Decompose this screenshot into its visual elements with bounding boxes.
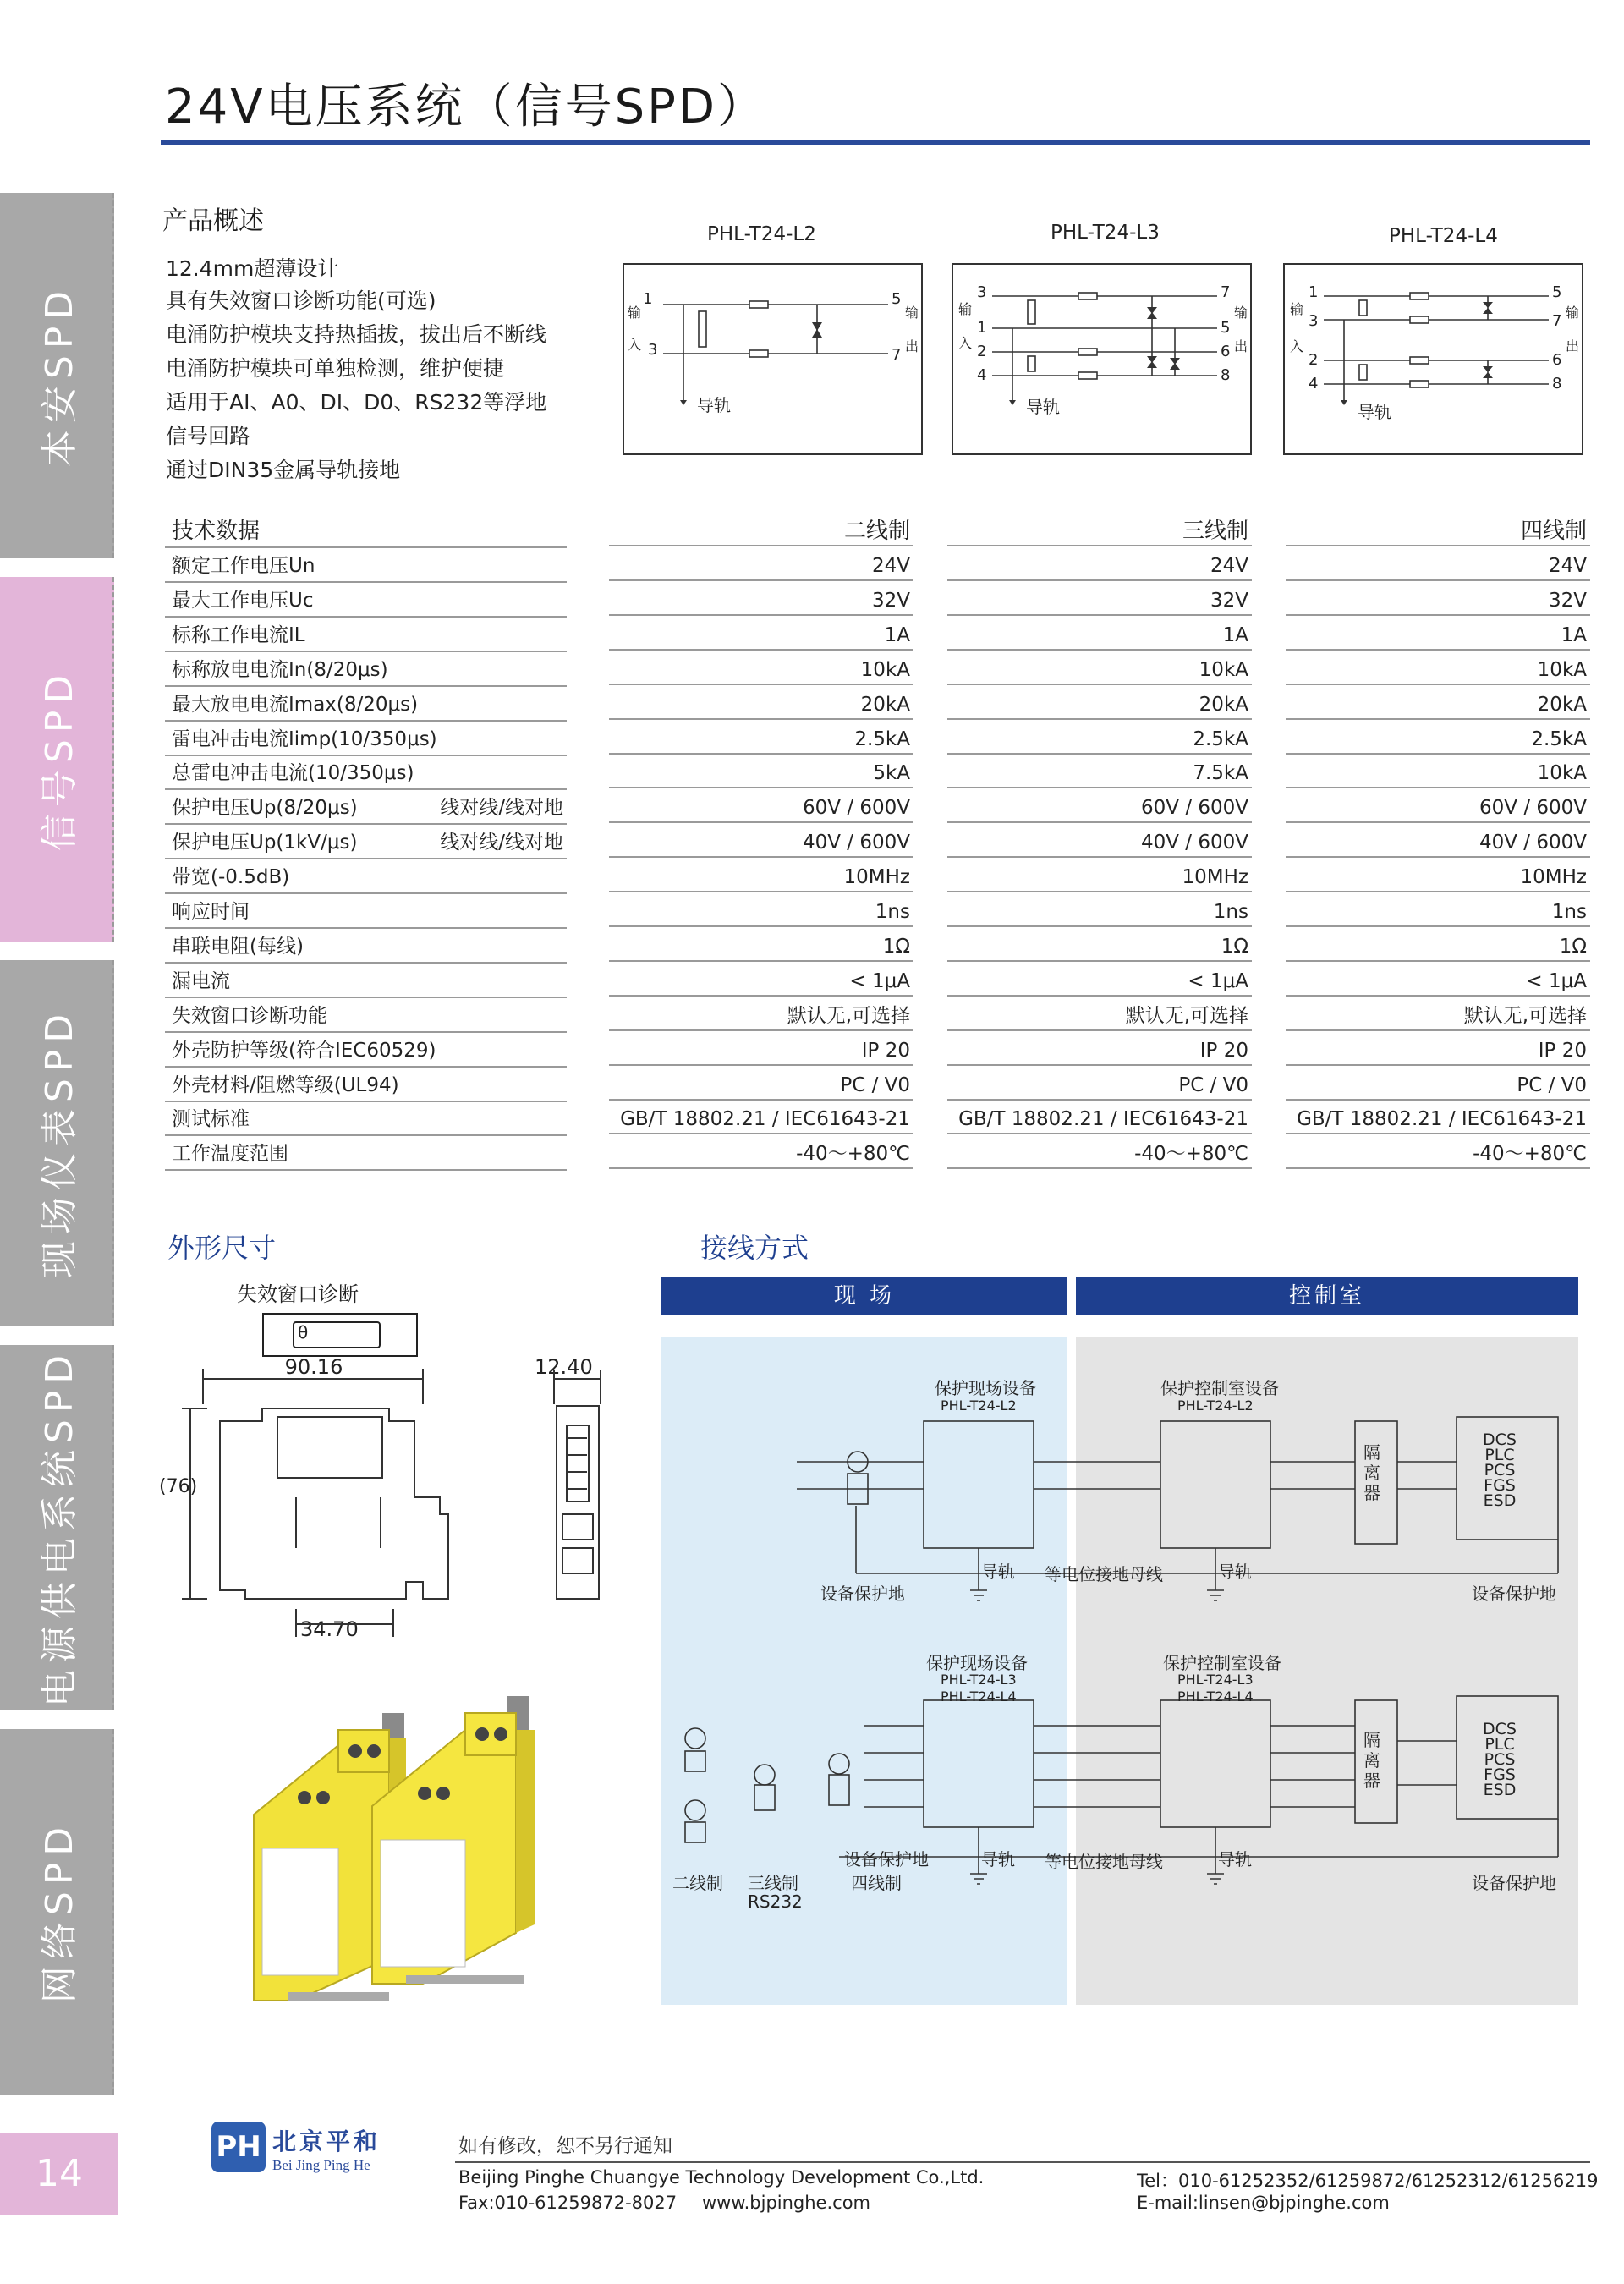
overview-line: 适用于AI、A0、DI、D0、RS232等浮地 [166,390,547,415]
isolator-label: 隔离器 [1363,1442,1380,1503]
table-row [165,860,1590,895]
spec-value-cell: 60V / 600V [947,791,1252,823]
side-tab-label: 本安SPD [38,283,81,468]
overview-line: 12.4mm超薄设计 [166,256,339,281]
pin-label: 7 [1221,283,1231,301]
side-tab-label: 现场仪表SPD [38,1007,81,1279]
spec-value-cell: 10kA [1286,653,1590,685]
pin-label: 1 [643,290,653,308]
spec-label: 外壳防护等级(符合IEC60529) [172,1039,436,1062]
dimensions-heading: 外形尺寸 [167,1232,277,1264]
spec-label: 外壳材料/阻燃等级(UL94) [172,1073,399,1096]
three-wire-label: 三线制 [748,1873,798,1893]
spec-value-cell: 7.5kA [947,756,1252,788]
field-device-label: 保护现场设备 [926,1653,1028,1673]
control-systems-list [1470,1721,1529,1798]
spec-value-cell: 10kA [609,653,914,685]
four-wire-label: 四线制 [851,1873,902,1893]
spec-value-cell: 1Ω [947,930,1252,962]
spec-label: 标称放电电流In(8/20μs) [172,658,388,681]
spec-value-cell: GB/T 18802.21 / IEC61643-21 [609,1102,914,1134]
table-row [165,549,1590,584]
spec-value-cell: 40V / 600V [609,826,914,858]
pin-label: 3 [648,341,658,359]
spec-note: 线对线/线对地 [440,832,563,854]
spec-value-cell: IP 20 [609,1034,914,1066]
spec-value-cell: 24V [947,549,1252,581]
company-logo: PH [211,2122,266,2172]
spec-value-cell: 1A [1286,618,1590,651]
spec-value-cell: 2.5kA [1286,722,1590,755]
spec-label-cell [165,1034,567,1068]
table-row [165,1137,1590,1172]
spec-value-cell: 1Ω [609,930,914,962]
spec-value-cell: 60V / 600V [609,791,914,823]
spec-value-cell: IP 20 [1286,1034,1590,1066]
spec-value-cell: 32V [609,584,914,616]
dimension-drawing [169,1345,643,1641]
spec-value-cell: -40～+80℃ [947,1137,1252,1169]
table-row [165,618,1590,653]
spec-value-cell: 5kA [609,756,914,788]
side-tab-intrinsic-spd[interactable] [0,193,114,558]
email-link[interactable]: E-mail:linsen@bjpinghe.com [1137,2193,1390,2213]
product-photo [237,1679,592,2009]
two-wire-label: 二线制 [672,1873,723,1893]
spec-value-cell: 2.5kA [609,722,914,755]
spec-label: 雷电冲击电流Iimp(10/350μs) [172,727,437,750]
column-header-3wire: 三线制 [947,514,1252,546]
output-label: 输 [1234,305,1248,321]
field-device-model: PHL-T24-L3 [941,1672,1017,1688]
spec-value-cell: -40～+80℃ [609,1137,914,1169]
pin-label: 4 [1309,375,1319,393]
schematic-title-l2: PHL-T24-L2 [707,223,816,245]
spec-value-cell: 默认无,可选择 [1286,999,1590,1031]
table-row [165,930,1590,964]
table-row [165,791,1590,826]
company-name-pinyin: Bei Jing Ping He [272,2157,370,2173]
system-label: FGS [1484,1765,1516,1784]
pin-label: 8 [1221,366,1231,384]
ground-right-label: 设备保护地 [1472,1873,1556,1893]
side-tab-power-supply-spd[interactable] [0,1345,114,1710]
spec-label: 失效窗口诊断功能 [172,1004,327,1027]
system-label: PCS [1484,1750,1516,1769]
spec-label-cell [165,653,567,687]
overview-line: 电涌防护模块可单独检测，维护便捷 [166,356,505,381]
spec-value-cell: 24V [609,549,914,581]
spec-label-cell [165,964,567,998]
system-label: ESD [1483,1781,1517,1799]
spec-label: 总雷电冲击电流(10/350μs) [172,762,414,785]
table-row [165,895,1590,930]
spec-value-cell: 2.5kA [947,722,1252,755]
isolator-label: 隔离器 [1363,1730,1380,1791]
table-row [165,722,1590,757]
control-device-model: PHL-T24-L2 [1177,1397,1254,1414]
dimension-thickness: 12.40 [535,1355,593,1379]
spec-value-cell: 默认无,可选择 [947,999,1252,1031]
side-tab-network-spd[interactable] [0,1729,114,2095]
side-tab-label: 信号SPD [38,667,81,852]
rail-label: 导轨 [697,395,731,415]
pin-label: 5 [1221,319,1231,337]
schematic-title-l3: PHL-T24-L3 [1051,222,1160,244]
system-label: DCS [1483,1430,1517,1449]
table-row [165,584,1590,618]
schematic-l3 [952,263,1252,455]
spec-value-cell: 1ns [1286,895,1590,927]
spec-label-cell [165,860,567,894]
control-device-label: 保护控制室设备 [1163,1653,1281,1673]
title-divider [161,140,1590,145]
pin-label: 2 [977,343,987,360]
control-device-model: PHL-T24-L4 [1177,1688,1254,1705]
header-label: 技术数据 [172,519,261,544]
spec-value-cell: PC / V0 [1286,1068,1590,1101]
spec-value-cell: 10MHz [947,860,1252,892]
control-device-model: PHL-T24-L3 [1177,1672,1254,1688]
spec-value-cell: 默认无,可选择 [609,999,914,1031]
side-tab-label: 网络SPD [38,1820,81,2004]
spec-value-cell: 20kA [1286,688,1590,720]
control-room-bar: 控制室 [1076,1277,1578,1315]
spec-value-cell: < 1μA [947,964,1252,997]
pin-label: 6 [1221,343,1231,360]
spec-label-cell [165,999,567,1033]
spec-label-cell [165,1068,567,1102]
ground-left-label: 设备保护地 [820,1584,905,1604]
table-row [165,1102,1590,1137]
spec-label-cell [165,1102,567,1136]
pin-label: 7 [1552,312,1562,330]
column-header-2wire: 二线制 [609,514,914,546]
spec-value-cell: PC / V0 [609,1068,914,1101]
input-label: 输 [1290,301,1304,317]
spec-label: 最大放电电流Imax(8/20μs) [172,693,419,716]
rail-label: 导轨 [1218,1562,1252,1582]
spec-label-cell [165,618,567,652]
rail-label: 导轨 [981,1849,1015,1869]
busbar-label: 等电位接地母线 [1045,1564,1163,1584]
rail-label: 导轨 [1358,402,1391,422]
spec-value-cell: 1ns [947,895,1252,927]
window-diagnosis-label: 失效窗口诊断 [237,1282,359,1306]
schematic-title-l4: PHL-T24-L4 [1389,225,1498,247]
system-label: PLC [1484,1446,1515,1464]
rail-label: 导轨 [1026,397,1060,417]
output-label: 出 [1234,338,1248,354]
output-label: 输 [905,305,919,321]
spec-value-cell: 24V [1286,549,1590,581]
spec-value-cell: IP 20 [947,1034,1252,1066]
input-label: 入 [958,335,973,351]
output-label: 出 [905,338,919,354]
page-number: 14 [36,2152,83,2195]
spec-label-cell [165,895,567,929]
pin-label: 1 [1309,283,1319,301]
spec-value-cell: 20kA [947,688,1252,720]
website-link[interactable]: www.bjpinghe.com [702,2193,870,2213]
spec-label-cell [165,722,567,756]
company-name-en: Beijing Pinghe Chuangye Technology Development Co.,Ltd. [458,2167,985,2188]
ground-right-label: 设备保护地 [1472,1584,1556,1604]
footer-rule [455,2161,1590,2163]
table-row [165,653,1590,688]
spec-label-cell [165,1137,567,1171]
spec-value-cell: 10MHz [1286,860,1590,892]
field-device-model: PHL-T24-L4 [941,1688,1017,1705]
rail-label: 导轨 [981,1562,1015,1582]
spec-label: 串联电阻(每线) [172,935,304,958]
spec-value-cell: 1A [947,618,1252,651]
spec-label-cell [165,584,567,618]
spec-label: 工作温度范围 [172,1143,288,1166]
spec-label-cell [165,549,567,583]
overview-line: 具有失效窗口诊断功能(可选) [166,288,436,313]
spec-label: 测试标准 [172,1108,250,1131]
diagnosis-window-icon: θ [298,1322,309,1342]
overview-line: 通过DIN35金属导轨接地 [166,458,401,482]
system-label: PCS [1484,1461,1516,1480]
field-bar: 现 场 [661,1277,1067,1315]
side-tab-field-instrument-spd[interactable] [0,960,114,1326]
spec-value-cell: 10MHz [609,860,914,892]
spec-label: 额定工作电压Un [172,555,315,577]
spec-label-cell [165,688,567,722]
field-device-model: PHL-T24-L2 [941,1397,1017,1414]
spec-value-cell: GB/T 18802.21 / IEC61643-21 [1286,1102,1590,1134]
telephone: Tel：010-61252352/61259872/61252312/61256219 [1137,2171,1599,2191]
pin-label: 7 [892,346,902,364]
spec-value-cell: < 1μA [609,964,914,997]
spec-label: 标称工作电流IL [172,623,305,646]
company-name-cn: 北京平和 [272,2128,381,2155]
control-systems-list [1470,1432,1529,1508]
spec-label: 保护电压Up(1kV/μs) [172,832,358,854]
spec-value-cell: 10kA [1286,756,1590,788]
input-label: 输 [958,301,973,317]
output-label: 出 [1566,338,1580,354]
dimension-height: (76) [159,1476,198,1497]
spec-label-cell [165,756,567,790]
wiring-heading: 接线方式 [700,1232,809,1264]
overview-line: 信号回路 [166,424,251,448]
side-tab-signal-spd[interactable] [0,577,114,942]
rail-label: 导轨 [1218,1849,1252,1869]
notice-text: 如有修改，恕不另行通知 [458,2135,672,2157]
system-label: ESD [1483,1491,1517,1510]
table-row [165,964,1590,999]
spec-value-cell: 1A [609,618,914,651]
pin-label: 4 [977,366,987,384]
rs232-label: RS232 [748,1891,803,1912]
spec-value-cell: -40～+80℃ [1286,1137,1590,1169]
page-title: 24V电压系统（信号SPD） [165,80,768,135]
pin-label: 1 [977,319,987,337]
dimension-width: 90.16 [284,1355,343,1379]
input-label: 入 [1290,338,1304,354]
spec-value-cell: 40V / 600V [947,826,1252,858]
busbar-label: 等电位接地母线 [1045,1852,1163,1872]
header-label-cell [165,514,567,548]
schematic-l4 [1283,263,1583,455]
spec-value-cell: PC / V0 [947,1068,1252,1101]
table-row [165,999,1590,1034]
spec-note: 线对线/线对地 [440,797,563,820]
system-label: FGS [1484,1476,1516,1495]
spec-value-cell: 10kA [947,653,1252,685]
pin-label: 3 [977,283,987,301]
column-header-4wire: 四线制 [1286,514,1590,546]
table-row [165,1068,1590,1103]
table-row [165,688,1590,722]
spec-value-cell: 1Ω [1286,930,1590,962]
control-device-label: 保护控制室设备 [1160,1378,1279,1398]
field-device-label: 保护现场设备 [935,1378,1036,1398]
spec-value-cell: 60V / 600V [1286,791,1590,823]
spec-value-cell: < 1μA [1286,964,1590,997]
schematic-l2 [623,263,923,455]
spec-value-cell: 1ns [609,895,914,927]
spec-value-cell: 32V [947,584,1252,616]
pin-label: 3 [1309,312,1319,330]
input-label: 输 [628,305,642,321]
pin-label: 8 [1552,375,1562,393]
spec-label: 最大工作电压Uc [172,589,314,612]
dimension-rail-width: 34.70 [300,1617,359,1641]
table-header [165,514,1590,549]
table-row [165,1034,1590,1068]
pin-label: 5 [1552,283,1562,301]
system-label: PLC [1484,1735,1515,1754]
table-row [165,826,1590,860]
spec-label: 保护电压Up(8/20μs) [172,797,358,820]
fax: Fax:010-61259872-8027 [458,2193,678,2213]
overview-line: 电涌防护模块支持热插拔，拔出后不断线 [166,322,547,347]
spec-value-cell: 32V [1286,584,1590,616]
spec-value-cell: 20kA [609,688,914,720]
side-tab-label: 电源供电系统SPD [38,1348,81,1708]
spec-value-cell: GB/T 18802.21 / IEC61643-21 [947,1102,1252,1134]
spec-label-cell [165,930,567,964]
spec-label: 带宽(-0.5dB) [172,866,290,889]
pin-label: 6 [1552,351,1562,369]
pin-label: 5 [892,290,902,308]
overview-heading: 产品概述 [162,206,264,236]
spec-label: 响应时间 [172,901,250,923]
output-label: 输 [1566,305,1580,321]
pin-label: 2 [1309,351,1319,369]
spec-label-cell [165,791,567,825]
input-label: 入 [628,337,642,353]
spec-value-cell: 40V / 600V [1286,826,1590,858]
spec-label-cell [165,826,567,859]
ground-left-label: 设备保护地 [844,1849,929,1869]
system-label: DCS [1483,1720,1517,1738]
spec-label: 漏电流 [172,969,230,992]
table-row [165,756,1590,791]
